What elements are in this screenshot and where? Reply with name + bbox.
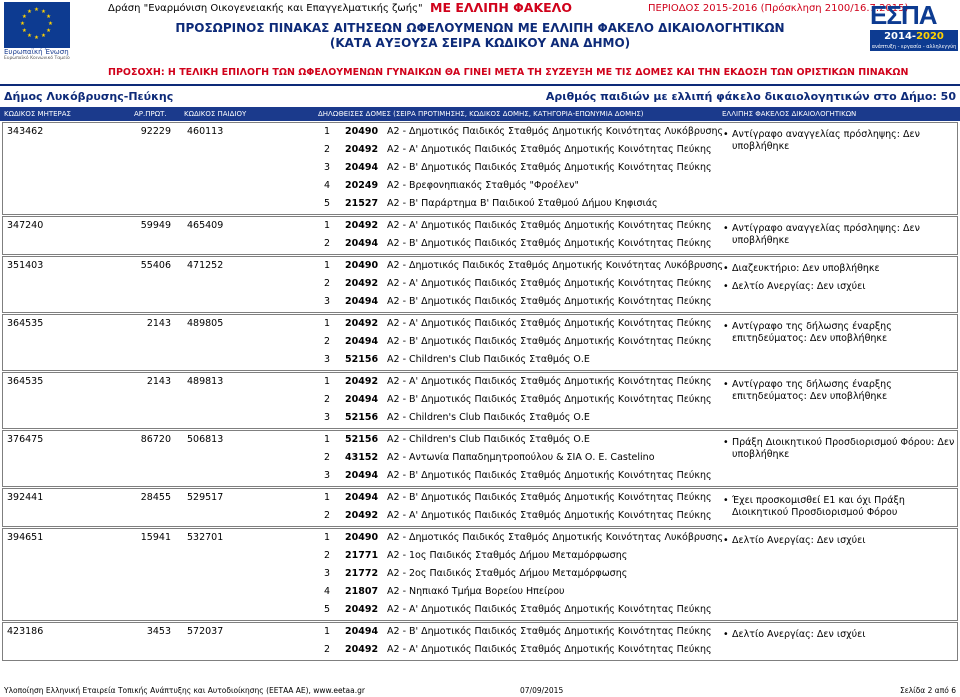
structure-code: 20492: [345, 510, 379, 521]
structure-code: 20494: [345, 238, 379, 249]
structure-code: 20494: [345, 336, 379, 347]
espa-years: [870, 30, 958, 43]
missing-document-item: [723, 535, 959, 547]
structure-code: 20492: [345, 644, 379, 655]
espa-logo: [870, 0, 958, 52]
structure-name: Α2 - Β' Δημοτικός Παιδικός Σταθμός Δημοτικής Κοινότητας Πεύκης: [387, 626, 712, 637]
structure-code: 20492: [345, 278, 379, 289]
child-code: 532701: [187, 532, 224, 543]
bullet-icon: •: [723, 321, 729, 332]
preference-order: 1: [323, 434, 331, 445]
structure-name: Α2 - Β' Παράρτημα Β' Παιδικού Σταθμού Δήμου Κηφισιάς: [387, 198, 658, 209]
missing-document-text: Αντίγραφο αναγγελίας πρόσληψης: Δεν υποβλήθηκε: [732, 223, 920, 246]
eu-star-icon: ★: [20, 21, 25, 27]
missing-documents: [723, 629, 959, 643]
structure-name: Α2 - Children's Club Παιδικός Σταθμός Ο.Ε: [387, 412, 590, 423]
structure-name: Α2 - Α' Δημοτικός Παιδικός Σταθμός Δημοτικής Κοινότητας Πεύκης: [387, 510, 712, 521]
structure-name: Α2 - Β' Δημοτικός Παιδικός Σταθμός Δημοτικής Κοινότητας Πεύκης: [387, 492, 712, 503]
structure-code: 20494: [345, 394, 379, 405]
main-title-line-2: (ΚΑΤΑ ΑΥΞΟΥΣΑ ΣΕΙΡΑ ΚΩΔΙΚΟΥ ΑΝΑ ΔΗΜΟ): [329, 36, 631, 50]
preference-order: 3: [323, 296, 331, 307]
preference-order: 3: [323, 470, 331, 481]
structure-name: Α2 - Children's Club Παιδικός Σταθμός Ο.Ε: [387, 354, 590, 365]
structure-code: 20492: [345, 604, 379, 615]
structure-code: 20492: [345, 318, 379, 329]
eu-star-icon: ★: [34, 7, 39, 13]
preference-order: 3: [323, 354, 331, 365]
bullet-icon: •: [723, 281, 729, 292]
missing-document-item: [723, 263, 959, 275]
preference-order: 4: [323, 586, 331, 597]
column-header-mother: ΚΩΔΙΚΟΣ ΜΗΤΕΡΑΣ: [4, 110, 71, 118]
structure-name: Α2 - 1ος Παιδικός Σταθμός Δήμου Μεταμόρφωσης: [387, 550, 628, 561]
footer-page-number: Σελίδα 2 από 6: [899, 686, 956, 695]
eu-star-icon: ★: [41, 33, 46, 40]
structure-name: Α2 - Αντωνία Παπαδημητροπούλου & ΣΙΑ Ο. Ε. Castelino: [387, 452, 655, 463]
missing-document-item: [723, 223, 959, 247]
child-code: 471252: [187, 260, 224, 271]
child-code: 460113: [187, 126, 224, 137]
preference-order: 2: [323, 394, 331, 405]
bullet-icon: •: [723, 263, 729, 274]
preference-order: 2: [323, 644, 331, 655]
protocol-number: 15941: [140, 532, 171, 543]
structure-name: Α2 - Children's Club Παιδικός Σταθμός Ο.Ε: [387, 434, 590, 445]
missing-document-item: [723, 437, 959, 461]
eu-flag-logo: [4, 2, 70, 48]
bullet-icon: •: [723, 629, 729, 640]
structure-code: 21771: [345, 550, 379, 561]
column-header-structures: ΔΗΛΩΘΕΙΣΕΣ ΔΟΜΕΣ (ΣΕΙΡΑ ΠΡΟΤΙΜΗΣΗΣ, ΚΩΔΙΚΟΣ ΔΟΜΗΣ, ΚΑΤΗΓΟΡΙΑ-ΕΠΩΝΥΜΙΑ ΔΟΜΗΣ): [318, 110, 644, 118]
structure-name: Α2 - Α' Δημοτικός Παιδικός Σταθμός Δημοτικής Κοινότητας Πεύκης: [387, 644, 712, 655]
structure-name: Α2 - 2ος Παιδικός Σταθμός Δήμου Μεταμόρφωσης: [387, 568, 628, 579]
bullet-icon: •: [723, 535, 729, 546]
mother-code: 376475: [7, 434, 44, 445]
missing-document-item: [723, 281, 959, 293]
missing-document-text: Αντίγραφο αναγγελίας πρόσληψης: Δεν υποβλήθηκε: [732, 129, 920, 152]
structure-name: Α2 - Α' Δημοτικός Παιδικός Σταθμός Δημοτικής Κοινότητας Πεύκης: [387, 144, 712, 155]
protocol-number: 2143: [146, 376, 171, 387]
preference-order: 3: [323, 568, 331, 579]
structure-code: 20494: [345, 470, 379, 481]
bullet-icon: •: [723, 495, 729, 506]
preference-order: 2: [323, 144, 331, 155]
table-row: [2, 528, 958, 621]
bullet-icon: •: [723, 437, 729, 448]
missing-documents: [723, 129, 959, 155]
child-code: 572037: [187, 626, 224, 637]
period-line: ΠΕΡΙΟΔΟΣ 2015-2016 (Πρόσκληση 2100/16.7.2015): [648, 3, 909, 14]
region-bar: [0, 84, 960, 104]
structure-name: Α2 - Δημοτικός Παιδικός Σταθμός Δημοτικής Κοινότητας Λυκόβρυσης: [387, 532, 724, 543]
region-name: Δήμος Λυκόβρυσης-Πεύκης: [4, 90, 174, 103]
preference-order: 2: [323, 510, 331, 521]
structure-code: 21807: [345, 586, 379, 597]
column-header-missing: ΕΛΛΙΠΗΣ ΦΑΚΕΛΟΣ ΔΙΚΑΙΟΛΟΓΗΤΙΚΩΝ: [722, 110, 857, 118]
preference-order: 2: [323, 336, 331, 347]
missing-document-item: [723, 379, 959, 403]
missing-document-item: [723, 629, 959, 641]
structure-name: Α2 - Β' Δημοτικός Παιδικός Σταθμός Δημοτικής Κοινότητας Πεύκης: [387, 296, 712, 307]
mother-code: 364535: [7, 376, 44, 387]
structure-name: Α2 - Δημοτικός Παιδικός Σταθμός Δημοτικής Κοινότητας Λυκόβρυσης: [387, 126, 724, 137]
table-row: [2, 314, 958, 371]
preference-order: 4: [323, 180, 331, 191]
missing-document-text: Δελτίο Ανεργίας: Δεν ισχύει: [732, 535, 866, 546]
table-row: [2, 122, 958, 215]
missing-documents: [723, 223, 959, 249]
preference-order: 1: [323, 220, 331, 231]
preference-order: 2: [323, 278, 331, 289]
preference-order: 1: [323, 126, 331, 137]
missing-documents: [723, 321, 959, 347]
structure-code: 20492: [345, 144, 379, 155]
main-title-line-1: ΠΡΟΣΩΡΙΝΟΣ ΠΙΝΑΚΑΣ ΑΙΤΗΣΕΩΝ ΩΦΕΛΟΥΜΕΝΩΝ ΜΕ ΕΛΛΙΠΗ ΦΑΚΕΛΟ ΔΙΚΑΙΟΛΟΓΗΤΙΚΩΝ: [175, 21, 785, 35]
region-count: Αριθμός παιδιών με ελλιπή φάκελο δικαιολογητικών στο Δήμο: 50: [545, 90, 956, 103]
table-row: [2, 488, 958, 527]
preference-order: 2: [323, 550, 331, 561]
table-row: [2, 372, 958, 429]
structure-name: Α2 - Α' Δημοτικός Παιδικός Σταθμός Δημοτικής Κοινότητας Πεύκης: [387, 220, 712, 231]
missing-document-item: [723, 129, 959, 153]
page-footer: [0, 684, 960, 697]
structure-code: 20492: [345, 220, 379, 231]
incomplete-file-title: ΜΕ ΕΛΛΙΠΗ ΦΑΚΕΛΟ: [430, 0, 572, 15]
missing-document-item: [723, 495, 959, 519]
missing-documents: [723, 263, 959, 295]
preference-order: 1: [323, 626, 331, 637]
missing-document-text: Διαζευκτήριο: Δεν υποβλήθηκε: [732, 263, 880, 274]
structure-code: 52156: [345, 434, 379, 445]
missing-document-text: Αντίγραφο της δήλωσης έναρξης επιτηδεύματος: Δεν υποβλήθηκε: [732, 379, 892, 402]
footer-date: 07/09/2015: [520, 686, 564, 695]
preference-order: 1: [323, 532, 331, 543]
structure-name: Α2 - Β' Δημοτικός Παιδικός Σταθμός Δημοτικής Κοινότητας Πεύκης: [387, 162, 712, 173]
eu-star-icon: ★: [27, 8, 32, 15]
structure-code: 21772: [345, 568, 379, 579]
table-row: [2, 622, 958, 661]
protocol-number: 86720: [140, 434, 171, 445]
table-row: [2, 430, 958, 487]
structure-code: 20249: [345, 180, 379, 191]
eu-star-icon: ★: [46, 28, 52, 34]
main-title: [140, 21, 820, 51]
eu-star-icon: ★: [48, 21, 53, 27]
eu-star-icon: ★: [21, 14, 27, 20]
eu-caption-text: Ευρωπαϊκή Ένωση: [4, 48, 69, 56]
preference-order: 5: [323, 198, 331, 209]
structure-code: 20494: [345, 296, 379, 307]
structure-code: 20490: [345, 260, 379, 271]
missing-documents: [723, 495, 959, 521]
mother-code: 343462: [7, 126, 44, 137]
structure-name: Α2 - Β' Δημοτικός Παιδικός Σταθμός Δημοτικής Κοινότητας Πεύκης: [387, 470, 712, 481]
missing-document-text: Πράξη Διοικητικού Προσδιορισμού Φόρου: Δεν υποβλήθηκε: [732, 437, 955, 460]
eu-star-icon: ★: [34, 35, 39, 41]
mother-code: 347240: [7, 220, 44, 231]
eu-caption-small: Ευρωπαϊκό Κοινωνικό Ταμείο: [4, 56, 70, 61]
table-row: [2, 256, 958, 313]
child-code: 506813: [187, 434, 224, 445]
mother-code: 423186: [7, 626, 44, 637]
child-code: 465409: [187, 220, 224, 231]
footer-credit: Υλοποίηση Ελληνική Εταιρεία Τοπικής Ανάπτυξης και Αυτοδιοίκησης (ΕΕΤΑΑ ΑΕ), www.eetaa.gr: [4, 686, 365, 695]
structure-code: 20494: [345, 626, 379, 637]
structure-code: 20492: [345, 376, 379, 387]
protocol-number: 92229: [140, 126, 171, 137]
preference-order: 3: [323, 412, 331, 423]
table-row: [2, 216, 958, 255]
espa-years-start: 2014-: [884, 31, 917, 42]
mother-code: 394651: [7, 532, 44, 543]
preference-order: 5: [323, 604, 331, 615]
warning-notice: ΠΡΟΣΟΧΗ: Η ΤΕΛΙΚΗ ΕΠΙΛΟΓΗ ΤΩΝ ΩΦΕΛΟΥΜΕΝΩΝ ΓΥΝΑΙΚΩΝ ΘΑ ΓΙΝΕΙ ΜΕΤΑ ΤΗ ΣΥΖΕΥΞΗ ΜΕ ΤΙΣ ΔΟΜΕΣ ΚΑΙ ΤΗΝ ΕΚΔΟΣΗ ΤΩΝ ΟΡΙΣΤΙΚΩΝ ΠΙΝΑΚΩΝ: [108, 67, 909, 78]
structure-name: Α2 - Β' Δημοτικός Παιδικός Σταθμός Δημοτικής Κοινότητας Πεύκης: [387, 394, 712, 405]
structure-code: 20490: [345, 126, 379, 137]
bullet-icon: •: [723, 129, 729, 140]
structure-name: Α2 - Β' Δημοτικός Παιδικός Σταθμός Δημοτικής Κοινότητας Πεύκης: [387, 238, 712, 249]
protocol-number: 2143: [146, 318, 171, 329]
eu-star-icon: ★: [41, 8, 46, 15]
structure-name: Α2 - Νηπιακό Τμήμα Βορείου Ηπείρου: [387, 586, 565, 597]
structure-code: 20494: [345, 162, 379, 173]
structure-name: Α2 - Βρεφονηπιακός Σταθμός "Φροέλεν": [387, 180, 579, 191]
protocol-number: 59949: [140, 220, 171, 231]
missing-documents: [723, 437, 959, 463]
structure-code: 20494: [345, 492, 379, 503]
missing-document-text: Δελτίο Ανεργίας: Δεν ισχύει: [732, 629, 866, 640]
protocol-number: 3453: [146, 626, 171, 637]
structure-code: 20490: [345, 532, 379, 543]
preference-order: 1: [323, 376, 331, 387]
structure-name: Α2 - Δημοτικός Παιδικός Σταθμός Δημοτικής Κοινότητας Λυκόβρυσης: [387, 260, 724, 271]
eu-star-icon: ★: [27, 33, 32, 40]
preference-order: 1: [323, 318, 331, 329]
eu-caption: [4, 48, 84, 62]
column-header-ar: ΑΡ.ΠΡΩΤ.: [134, 110, 167, 118]
espa-logo-text: ΕΣΠΑ: [870, 0, 937, 30]
preference-order: 1: [323, 492, 331, 503]
structure-name: Α2 - Α' Δημοτικός Παιδικός Σταθμός Δημοτικής Κοινότητας Πεύκης: [387, 278, 712, 289]
preference-order: 3: [323, 162, 331, 173]
bullet-icon: •: [723, 379, 729, 390]
espa-years-end: 2020: [916, 31, 944, 42]
missing-documents: [723, 535, 959, 549]
mother-code: 392441: [7, 492, 44, 503]
missing-document-text: Έχει προσκομισθεί Ε1 και όχι Πράξη Διοικητικού Προσδιορισμού Φόρου: [732, 495, 905, 518]
child-code: 489805: [187, 318, 224, 329]
action-title: Δράση "Εναρμόνιση Οικογενειακής και Επαγγελματικής ζωής": [108, 3, 423, 14]
structure-code: 43152: [345, 452, 379, 463]
column-header-child: ΚΩΔΙΚΟΣ ΠΑΙΔΙΟΥ: [184, 110, 247, 118]
missing-document-item: [723, 321, 959, 345]
structure-name: Α2 - Β' Δημοτικός Παιδικός Σταθμός Δημοτικής Κοινότητας Πεύκης: [387, 336, 712, 347]
structure-name: Α2 - Α' Δημοτικός Παιδικός Σταθμός Δημοτικής Κοινότητας Πεύκης: [387, 604, 712, 615]
missing-documents: [723, 379, 959, 405]
document-header: [0, 0, 960, 66]
eu-star-icon: ★: [46, 14, 52, 20]
preference-order: 2: [323, 452, 331, 463]
missing-document-text: Αντίγραφο της δήλωσης έναρξης επιτηδεύματος: Δεν υποβλήθηκε: [732, 321, 892, 344]
structure-code: 52156: [345, 354, 379, 365]
structure-name: Α2 - Α' Δημοτικός Παιδικός Σταθμός Δημοτικής Κοινότητας Πεύκης: [387, 376, 712, 387]
missing-document-text: Δελτίο Ανεργίας: Δεν ισχύει: [732, 281, 866, 292]
column-header-bar: [0, 107, 960, 121]
mother-code: 351403: [7, 260, 44, 271]
child-code: 529517: [187, 492, 224, 503]
preference-order: 1: [323, 260, 331, 271]
mother-code: 364535: [7, 318, 44, 329]
espa-subtitle: ανάπτυξη - εργασία - αλληλεγγύη: [871, 44, 957, 50]
preference-order: 2: [323, 238, 331, 249]
structure-name: Α2 - Α' Δημοτικός Παιδικός Σταθμός Δημοτικής Κοινότητας Πεύκης: [387, 318, 712, 329]
child-code: 489813: [187, 376, 224, 387]
structure-code: 52156: [345, 412, 379, 423]
bullet-icon: •: [723, 223, 729, 234]
eu-star-icon: ★: [21, 28, 27, 34]
structure-code: 21527: [345, 198, 379, 209]
protocol-number: 55406: [140, 260, 171, 271]
protocol-number: 28455: [140, 492, 171, 503]
